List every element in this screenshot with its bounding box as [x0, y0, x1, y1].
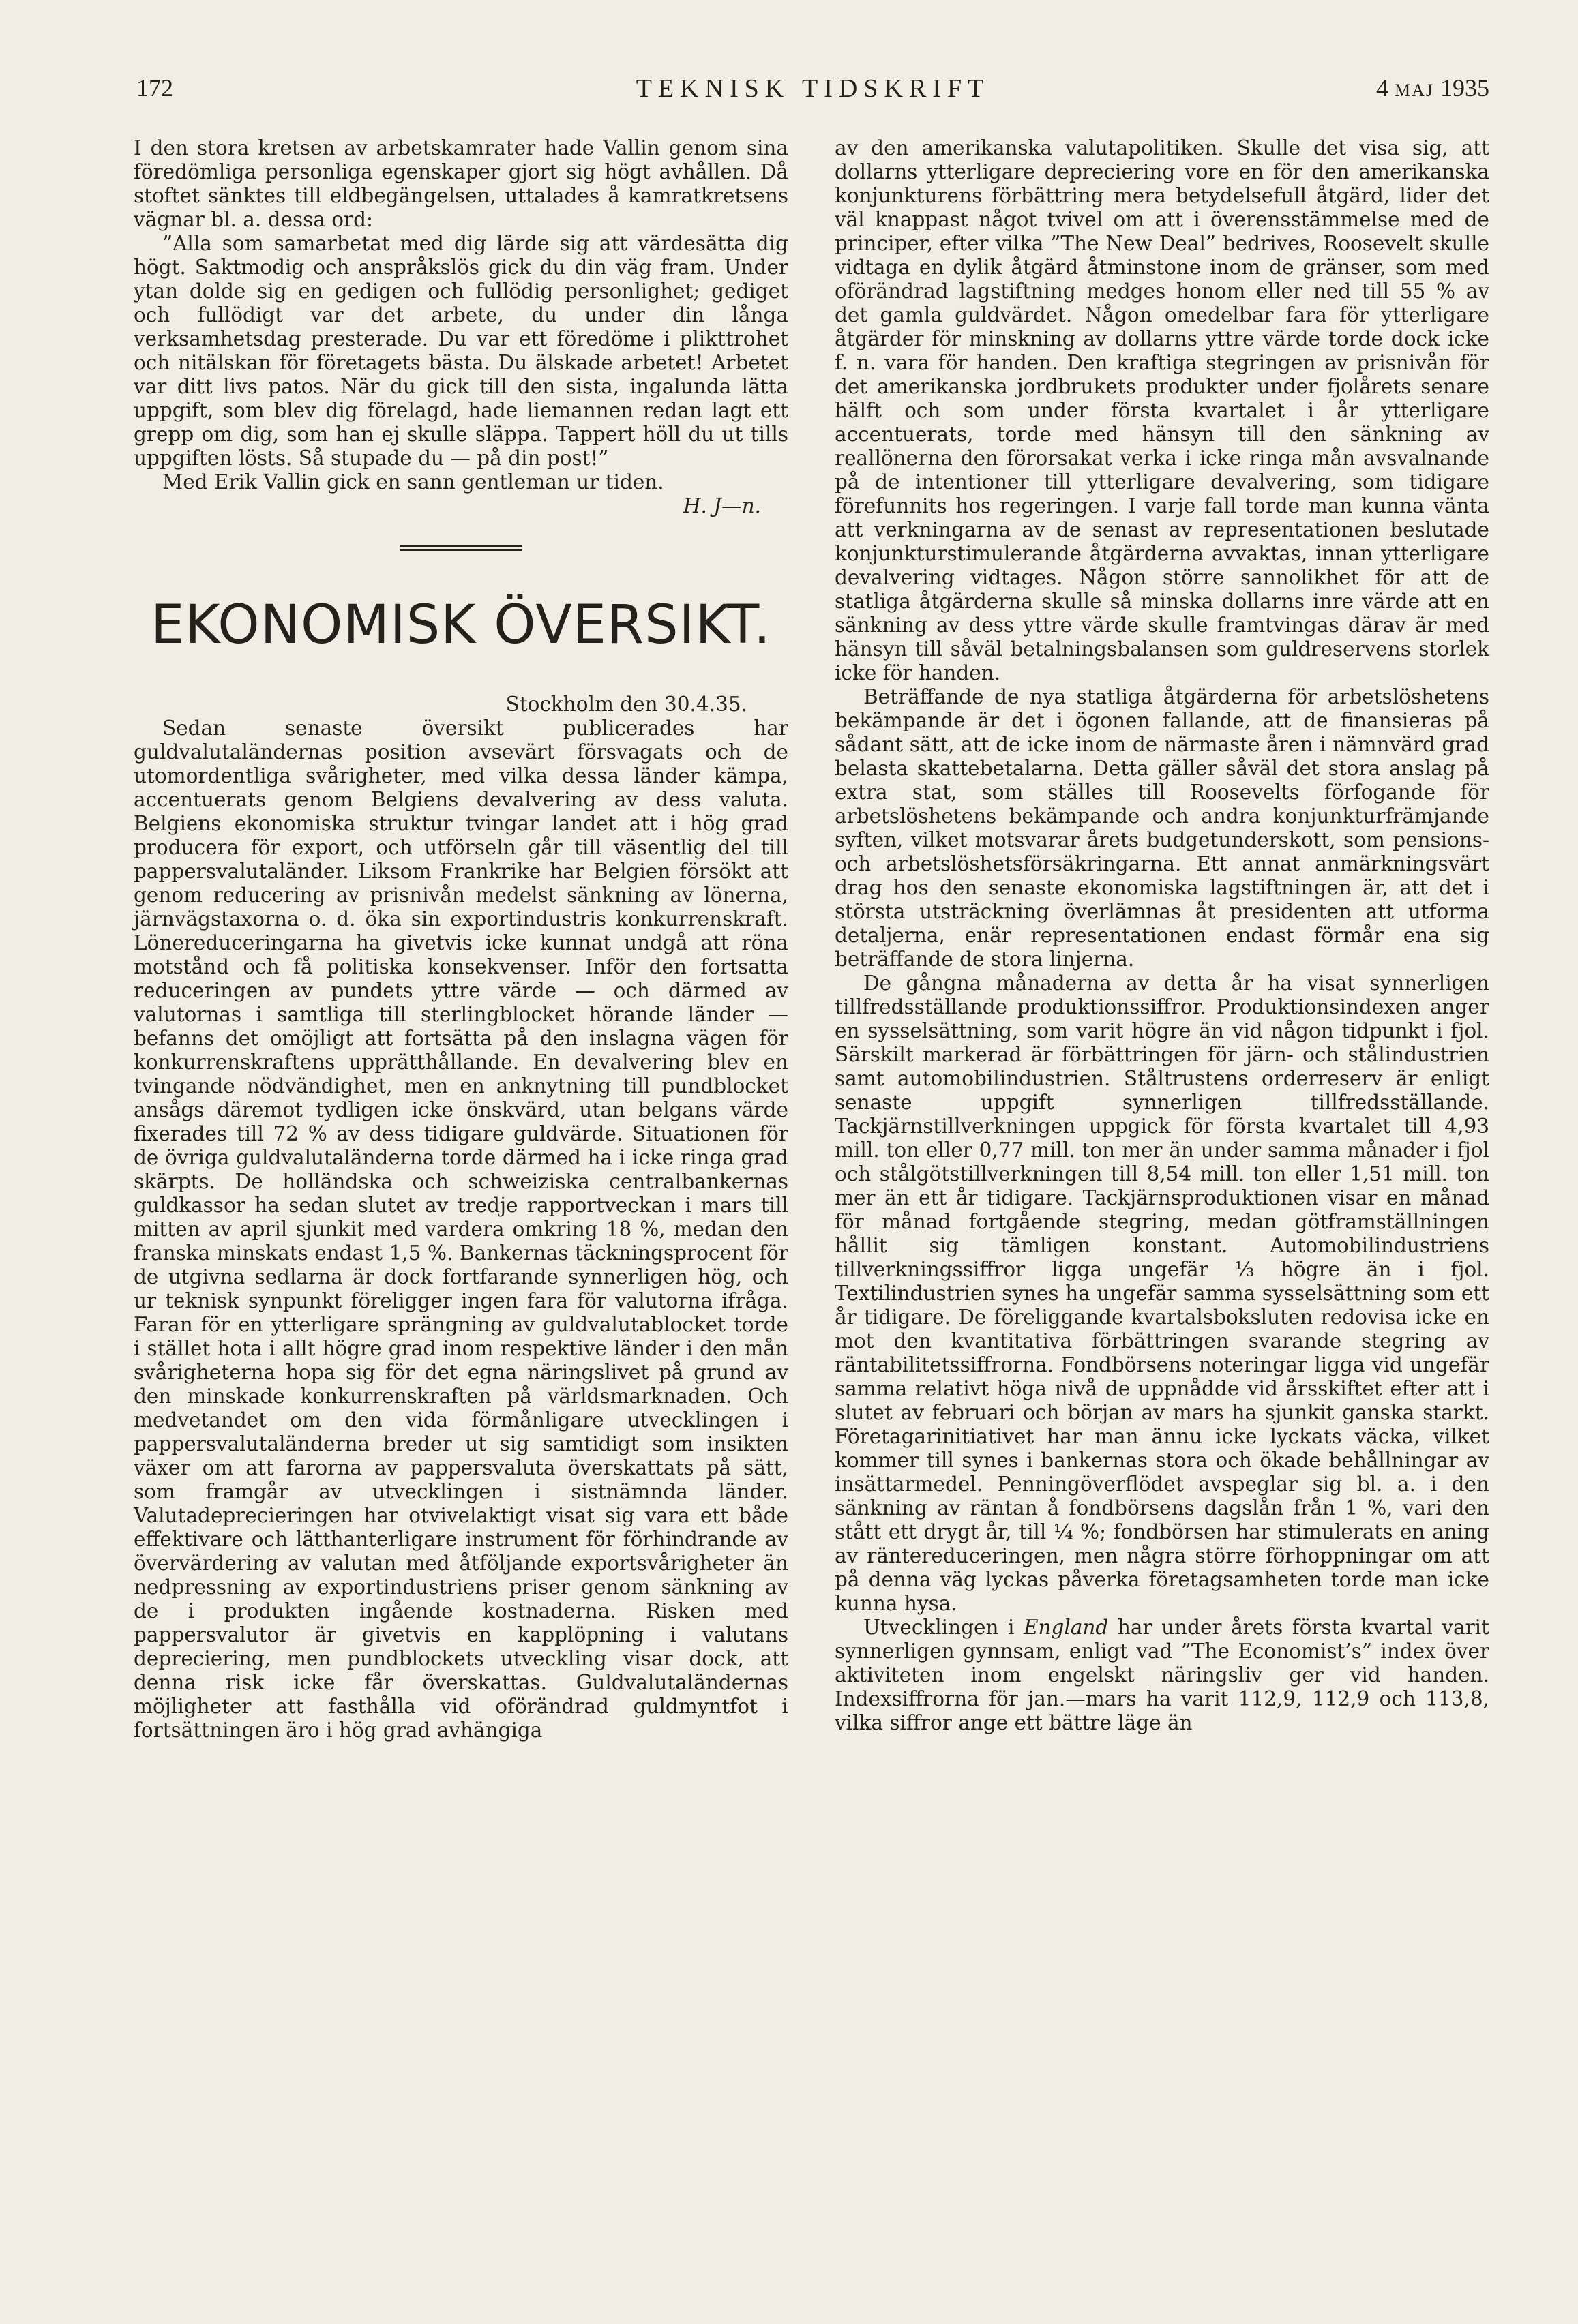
country-name: England [1023, 1616, 1109, 1639]
journal-title: TEKNISK TIDSKRIFT [636, 74, 990, 103]
author-signature: H. J—n. [683, 494, 761, 517]
text-run: har under årets första kvartal varit synnerligen gynnsam, enligt vad ”The Economist’s” index över aktiviteten inom engelskt näringsliv ger vid handen. Indexsiffrorna för jan.—mars ha varit 112,9, 112,9 och 113,8, vilka siffror ange ett bättre läge än [835, 1616, 1489, 1734]
left-column [134, 136, 788, 1742]
issue-year: 1935 [1440, 74, 1489, 102]
article-paragraph: Sedan senaste översikt publicerades har guldvalutaländernas position avsevärt försvagats och de utomordentliga svårigheter, med vilka dessa länder kämpa, accentuerats genom Belgiens devalvering av dess valuta. Belgiens ekonomiska struktur tvingar landet att i hög grad producera för export, och utförseln går till väsentlig del till pappersvalutaländer. Liksom Frankrike har Belgien försökt att genom reducering av prisnivån medelst sänkning av lönerna, järnvägstaxorna o. d. öka sin exportindustris konkurrenskraft. Lönereduceringarna ha givetvis icke kunnat undgå att röna motstånd och få politiska konsekvenser. Inför den fortsatta reduceringen av pundets yttre värde — och därmed av valutornas i samtliga till sterlingblocket hörande länder — befanns det omöjligt att fortsätta på den inslagna vägen för konkurrenskraftens upprätthållande. En devalvering blev en tvingande nödvändighet, men en anknytning till pundblocket ansågs däremot tydligen icke önskvärd, utan belgans värde fixerades till 72 % av dess tidigare guldvärde. Situationen för de övriga guldvalutaländerna torde därmed ha i icke ringa grad skärpts. De holländska och schweiziska centralbankernas guldkassor ha sedan slutet av tredje rapportveckan i mars till mitten av april sjunkit med vardera omkring 18 %, medan den franska minskats endast 1,5 %. Bankernas täckningsprocent för de utgivna sedlarna är dock fortfarande synnerligen hög, och ur teknisk synpunkt föreligger ingen fara för valutorna ifråga. Faran för en ytterligare sprängning av guldvalutablocket torde i stället hota i allt högre grad inom respektive länder i den mån svårigheterna hopa sig för det egna näringslivet på grund av den minskade konkurrenskraften på världsmarknaden. Och medvetandet om den vida förmånligare utvecklingen i pappersvalutaländerna breder ut sig samtidigt som insikten växer om att farorna av pappersvaluta överskattats på sätt, som framgår av utvecklingen i sistnämnda länder. Valutadeprecieringen har otvivelaktigt visat sig vara ett både effektivare och lätthanterligare instrument för förhindrande av övervärdering av valutan med åtföljande exportsvårigheter än nedpressning av exportindustriens priser genom sänkning av de i produkten ingående kostnaderna. Risken med pappersvalutor är givetvis en kapplöpning i valutans depreciering, men pundblockets utveckling visar dock, att denna risk icke får överskattas. Guldvalutaländernas möjligheter att fasthålla vid oförändrad guldmyntfot i fortsättningen äro i hög grad avhängiga [134, 716, 788, 1742]
article-paragraph: av den amerikanska valutapolitiken. Skulle det visa sig, att dollarns ytterligare depreciering vore en för den amerikanska konjunkturens förbättring mera betydelsefull åtgärd, lider det väl knappast något tvivel om att i överensstämmelse med de principer, efter vilka ”The New Deal” bedrives, Roosevelt skulle vidtaga en dylik åtgärd åtminstone inom de gränser, som med oförändrad lagstiftning medges honom eller ned till 55 % av det gamla guldvärdet. Någon omedelbar fara för ytterligare åtgärder för minskning av dollarns yttre värde torde dock icke f. n. vara för handen. Den kraftiga stegringen av prisnivån för det amerikanska jordbrukets produkter under fjolårets senare hälft och som under första kvartalet i år ytterligare accentuerats, torde med hänsyn till den sänkning av reallönerna den förorsakat verka i icke ringa mån avsvalnande på de intentioner till ytterligare devalvering, som tidigare förefunnits hos regeringen. I varje fall torde man kunna vänta att verkningarna av de senast av representationen beslutade konjunkturstimulerande åtgärderna avvaktas, innan ytterligare devalvering vidtages. Någon större sannolikhet för att de statliga åtgärderna skulle så minska dollarns inre värde att en sänkning av dess yttre värde skulle framtvingas därav är med hänsyn till såväl betalningsbalansen som guldreservens storlek icke för handen. [835, 136, 1489, 684]
obituary-paragraph: I den stora kretsen av arbetskamrater hade Vallin genom sina föredömliga personliga egenskaper gjort sig högt avhållen. Då stoftet sänktes till eldbegängelsen, uttalades å kamratkretsens vägnar bl. a. dessa ord: [134, 136, 788, 231]
page-number: 172 [136, 74, 173, 102]
issue-month: MAJ [1394, 80, 1434, 100]
dateline: Stockholm den 30.4.35. [505, 693, 747, 716]
page-header [136, 74, 1489, 115]
article-paragraph [835, 1616, 1489, 1735]
section-title: EKONOMISK ÖVERSIKT. [151, 594, 771, 656]
issue-date [1376, 74, 1489, 102]
issue-day: 4 [1375, 74, 1388, 102]
obituary-closing: Med Erik Vallin gick en sann gentleman ur tiden. [162, 470, 664, 494]
obituary-quote: ”Alla som samarbetat med dig lärde sig att värdesätta dig högt. Saktmodig och anspråkslös gick du din väg fram. Under ytan dolde sig en gedigen och fullödig personlighet; gediget och fullödigt var det arbete, du under din långa verksamhetsdag presterade. Du var ett föredöme i plikttrohet och nitälskan för företagets bästa. Du älskade arbetet! Arbetet var ditt livs patos. När du gick till den sista, ingalunda lätta uppgift, som blev dig förelagd, hade liemannen redan lagt ett grepp om dig, som han ej skulle släppa. Tappert höll du ut tills uppgiften lösts. Så stupade du — på din post!” [134, 232, 788, 470]
right-column [835, 136, 1489, 1735]
section-divider [400, 545, 522, 551]
article-paragraph: De gångna månaderna av detta år ha visat synnerligen tillfredsställande produktionssiffror. Produktionsindexen anger en sysselsättning, som varit högre än vid någon tidpunkt i fjol. Särskilt markerad är förbättringen för järn- och stålindustrien samt automobilindustrien. Ståltrustens orderreserv är enligt senaste uppgift synnerligen tillfredsställande. Tackjärnstillverkningen uppgick för första kvartalet till 4,93 mill. ton eller 0,77 mill. ton mer än under samma månader i fjol och stålgötstillverkningen till 8,54 mill. ton eller 1,51 mill. ton mer än ett år tidigare. Tackjärnsproduktionen visar en månad för månad fortgående stegring, medan götframställningen hållit sig tämligen konstant. Automobilindustriens tillverkningssiffror ligga ungefär ⅓ högre än i fjol. Textilindustrien synes ha ungefär samma sysselsättning som ett år tidigare. De föreliggande kvartalsboksluten redovisa icke en mot den kvantitativa förbättringen svarande stegring av räntabilitetssiffrorna. Fondbörsens noteringar ligga vid ungefär samma relativt höga nivå de uppnådde vid årsskiftet efter att i slutet av februari och början av mars ha sjunkit ganska starkt. Företagarinitiativet har man ännu icke lyckats väcka, vilket kommer till synes i bankernas stora och ökade behållningar av insättarmedel. Penningöverflödet avspeglar sig bl. a. i den sänkning av räntan å fondbörsens dagslån från 1 %, vari den stått ett drygt år, till ¼ %; fondbörsen har stimulerats en aning av räntereduceringen, men några större förhoppningar om att på denna väg lyckas påverka företagsamheten torde man icke kunna hysa. [835, 971, 1489, 1615]
article-paragraph: Beträffande de nya statliga åtgärderna för arbetslöshetens bekämpande är det i ögonen fallande, att de finansieras på sådant sätt, att de icke inom de närmaste åren i nämnvärd grad belasta skattebetalarna. Detta gäller såväl det stora anslag på extra stat, som ställes till Roosevelts förfogande för arbetslöshetens bekämpande och andra konjunkturfrämjande syften, vilket motsvarar årets budgetunderskott, som pensions- och arbetslöshetsförsäkringarna. Ett annat anmärkningsvärt drag hos den senaste ekonomiska lagstiftningen är, att det i största utsträckning överlämnas åt presidenten att utforma detaljerna, enär representationen endast förmår ena sig beträffande de stora linjerna. [835, 685, 1489, 971]
text-run: Utvecklingen i [863, 1616, 1015, 1639]
